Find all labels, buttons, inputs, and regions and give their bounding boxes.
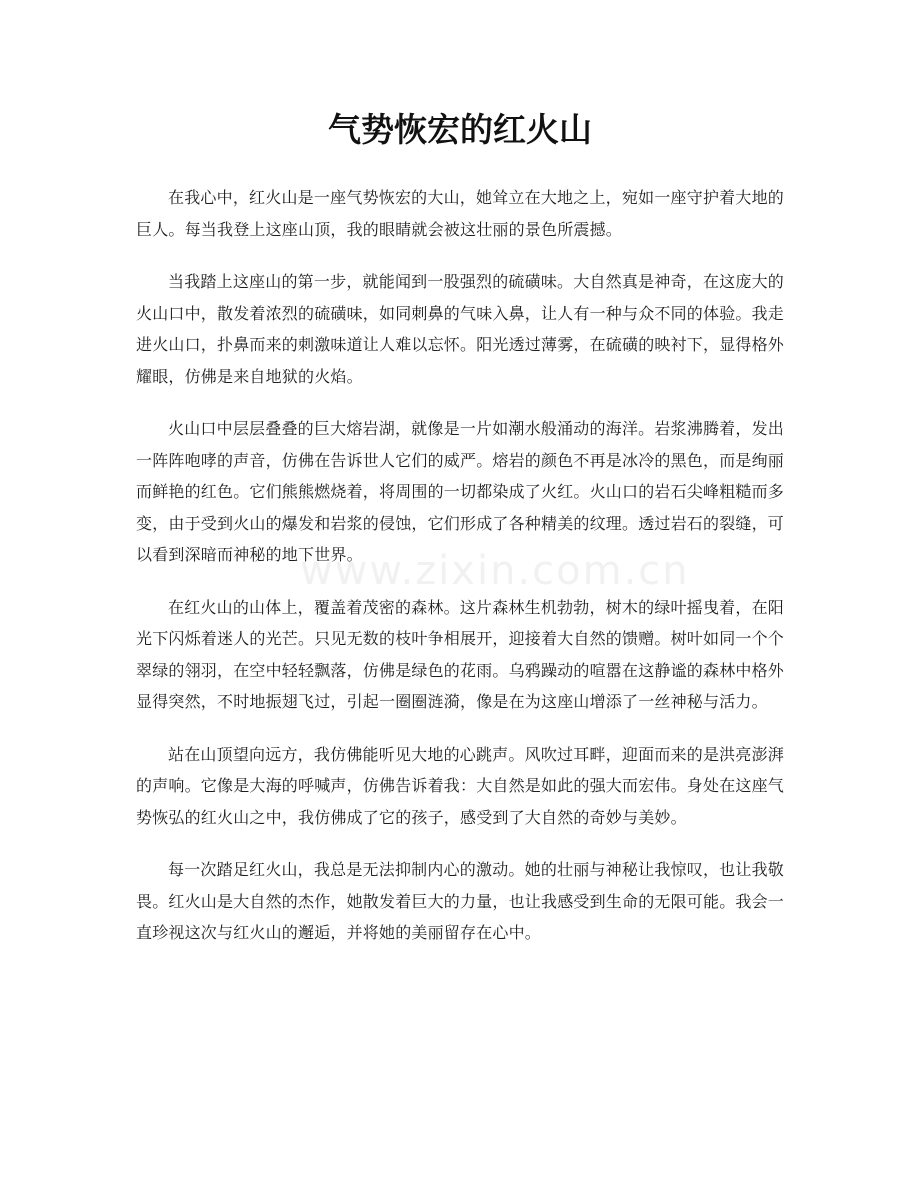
document-title: 气势恢宏的红火山 bbox=[328, 110, 592, 149]
paragraph-6: 每一次踏足红火山，我总是无法抑制内心的激动。她的壮丽与神秘让我惊叹，也让我敬畏。红火山是大自然的杰作，她散发着巨大的力量，也让我感受到生命的无限可能。我会一直珍视这次与红火山的邂逅，并将她的美丽留存在心中。 bbox=[136, 860, 785, 942]
document-body bbox=[136, 182, 784, 970]
paragraph-3: 火山口中层层叠叠的巨大熔岩湖，就像是一片如潮水般涌动的海洋。岩浆沸腾着，发出一阵阵咆哮的声音，仿佛在告诉世人它们的威严。熔岩的颜色不再是冰冷的黑色，而是绚丽而鲜艳的红色。它们熊熊燃烧着，将周围的一切都染成了火红。火山口的岩石尖峰粗糙而多变，由于受到火山的爆发和岩浆的侵蚀，它们形成了各种精美的纹理。透过岩石的裂缝，可以看到深暗而神秘的地下世界。 bbox=[136, 419, 785, 564]
paragraph-5: 站在山顶望向远方，我仿佛能听见大地的心跳声。风吹过耳畔，迎面而来的是洪亮澎湃的声响。它像是大海的呼喊声，仿佛告诉着我：大自然是如此的强大而宏伟。身处在这座气势恢弘的红火山之中，我仿佛成了它的孩子，感受到了大自然的奇妙与美妙。 bbox=[136, 744, 785, 827]
paragraph-1: 在我心中，红火山是一座气势恢宏的大山，她耸立在大地之上，宛如一座守护着大地的巨人。每当我登上这座山顶，我的眼睛就会被这壮丽的景色所震撼。 bbox=[136, 188, 784, 239]
paragraph-4: 在红火山的山体上，覆盖着茂密的森林。这片森林生机勃勃，树木的绿叶摇曳着，在阳光下闪烁着迷人的光芒。只见无数的枝叶争相展开，迎接着大自然的馈赠。树叶如同一个个翠绿的翎羽，在空中轻轻飘落，仿佛是绿色的花雨。乌鸦躁动的喧嚣在这静谧的森林中格外显得突然，不时地振翅飞过，引起一圈圈涟漪，像是在为这座山增添了一丝神秘与活力。 bbox=[136, 597, 785, 711]
watermark: www.zixin.com.cn bbox=[300, 548, 690, 594]
paragraph-2: 当我踏上这座山的第一步，就能闻到一股强烈的硫磺味。大自然真是神奇，在这庞大的火山口中，散发着浓烈的硫磺味，如同刺鼻的气味入鼻，让人有一种与众不同的体验。我走进火山口，扑鼻而来的刺激味道让人难以忘怀。阳光透过薄雾，在硫磺的映衬下，显得格外耀眼，仿佛是来自地狱的火焰。 bbox=[136, 272, 785, 386]
